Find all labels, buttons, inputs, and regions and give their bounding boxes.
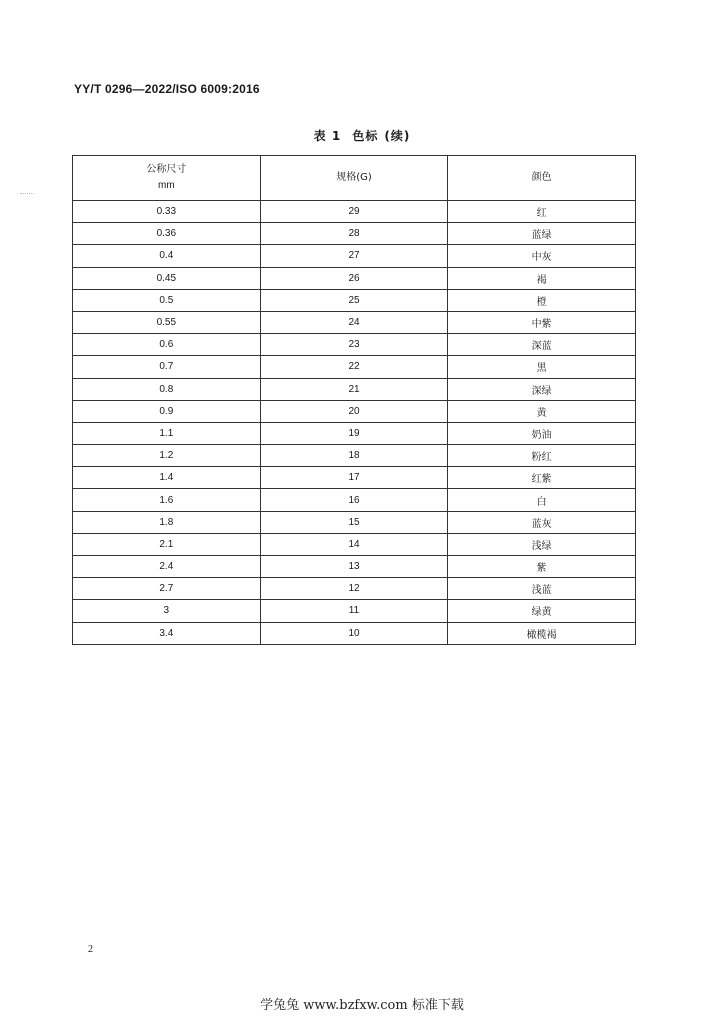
header-gauge: 规格(G) [260, 156, 448, 201]
table-row [73, 556, 636, 578]
cell-gauge: 12 [260, 578, 448, 600]
table-row [73, 356, 636, 378]
page-number: 2 [88, 944, 93, 955]
cell-gauge: 20 [260, 400, 448, 422]
table-row [73, 223, 636, 245]
cell-nominal-size: 0.9 [73, 400, 261, 422]
cell-color: 蓝绿 [448, 223, 636, 245]
cell-color: 绿黄 [448, 600, 636, 622]
cell-gauge: 13 [260, 556, 448, 578]
caption-title: 色标 [352, 129, 379, 143]
cell-nominal-size: 0.4 [73, 245, 261, 267]
table-row [73, 245, 636, 267]
cell-color: 粉红 [448, 445, 636, 467]
caption-prefix: 表 1 [313, 129, 342, 143]
cell-color: 褐 [448, 267, 636, 289]
header-nominal-size [73, 156, 261, 201]
cell-gauge: 19 [260, 422, 448, 444]
table-row [73, 201, 636, 223]
table-row [73, 267, 636, 289]
cell-color: 红紫 [448, 467, 636, 489]
cell-gauge: 21 [260, 378, 448, 400]
table-row [73, 334, 636, 356]
table-caption [0, 127, 724, 144]
cell-nominal-size: 3 [73, 600, 261, 622]
cell-gauge: 14 [260, 533, 448, 555]
cell-nominal-size: 1.2 [73, 445, 261, 467]
table-row [73, 400, 636, 422]
cell-gauge: 29 [260, 201, 448, 223]
table-row [73, 467, 636, 489]
cell-gauge: 15 [260, 511, 448, 533]
table-row [73, 578, 636, 600]
cell-color: 深绿 [448, 378, 636, 400]
cell-nominal-size: 0.8 [73, 378, 261, 400]
cell-color: 奶油 [448, 422, 636, 444]
cell-nominal-size: 1.8 [73, 511, 261, 533]
cell-nominal-size: 0.33 [73, 201, 261, 223]
cell-color: 橄榄褐 [448, 622, 636, 644]
cell-gauge: 16 [260, 489, 448, 511]
standard-code: YY/T 0296—2022/ISO 6009:2016 [74, 82, 260, 96]
cell-nominal-size: 1.4 [73, 467, 261, 489]
cell-nominal-size: 2.1 [73, 533, 261, 555]
cell-color: 红 [448, 201, 636, 223]
table-header-row [73, 156, 636, 201]
cell-color: 浅绿 [448, 533, 636, 555]
color-code-table [72, 155, 636, 645]
cell-gauge: 10 [260, 622, 448, 644]
cell-nominal-size: 0.7 [73, 356, 261, 378]
margin-mark [20, 193, 34, 195]
cell-nominal-size: 0.45 [73, 267, 261, 289]
cell-color: 白 [448, 489, 636, 511]
table-row [73, 378, 636, 400]
table-row [73, 445, 636, 467]
cell-gauge: 27 [260, 245, 448, 267]
cell-gauge: 18 [260, 445, 448, 467]
cell-color: 中灰 [448, 245, 636, 267]
cell-color: 紫 [448, 556, 636, 578]
cell-gauge: 25 [260, 289, 448, 311]
cell-nominal-size: 0.36 [73, 223, 261, 245]
table-row [73, 289, 636, 311]
cell-color: 蓝灰 [448, 511, 636, 533]
cell-gauge: 23 [260, 334, 448, 356]
table-row [73, 422, 636, 444]
header-color: 颜色 [448, 156, 636, 201]
footer-watermark: 学兔兔 www.bzfxw.com 标准下载 [260, 998, 464, 1013]
cell-gauge: 17 [260, 467, 448, 489]
cell-gauge: 11 [260, 600, 448, 622]
cell-gauge: 28 [260, 223, 448, 245]
cell-nominal-size: 1.1 [73, 422, 261, 444]
cell-nominal-size: 1.6 [73, 489, 261, 511]
cell-gauge: 26 [260, 267, 448, 289]
cell-nominal-size: 3.4 [73, 622, 261, 644]
cell-gauge: 22 [260, 356, 448, 378]
cell-color: 黑 [448, 356, 636, 378]
table-row [73, 622, 636, 644]
header-size-label: 公称尺寸 [146, 164, 187, 175]
cell-color: 浅蓝 [448, 578, 636, 600]
header-size-unit: mm [158, 180, 175, 191]
table-row [73, 311, 636, 333]
table-row [73, 511, 636, 533]
cell-color: 深蓝 [448, 334, 636, 356]
cell-nominal-size: 0.6 [73, 334, 261, 356]
caption-suffix: (续) [384, 129, 411, 143]
table-body [73, 201, 636, 645]
table-row [73, 489, 636, 511]
cell-nominal-size: 0.55 [73, 311, 261, 333]
cell-nominal-size: 2.7 [73, 578, 261, 600]
cell-nominal-size: 0.5 [73, 289, 261, 311]
cell-nominal-size: 2.4 [73, 556, 261, 578]
table-row [73, 533, 636, 555]
cell-color: 中紫 [448, 311, 636, 333]
cell-color: 橙 [448, 289, 636, 311]
table-row [73, 600, 636, 622]
cell-color: 黄 [448, 400, 636, 422]
cell-gauge: 24 [260, 311, 448, 333]
